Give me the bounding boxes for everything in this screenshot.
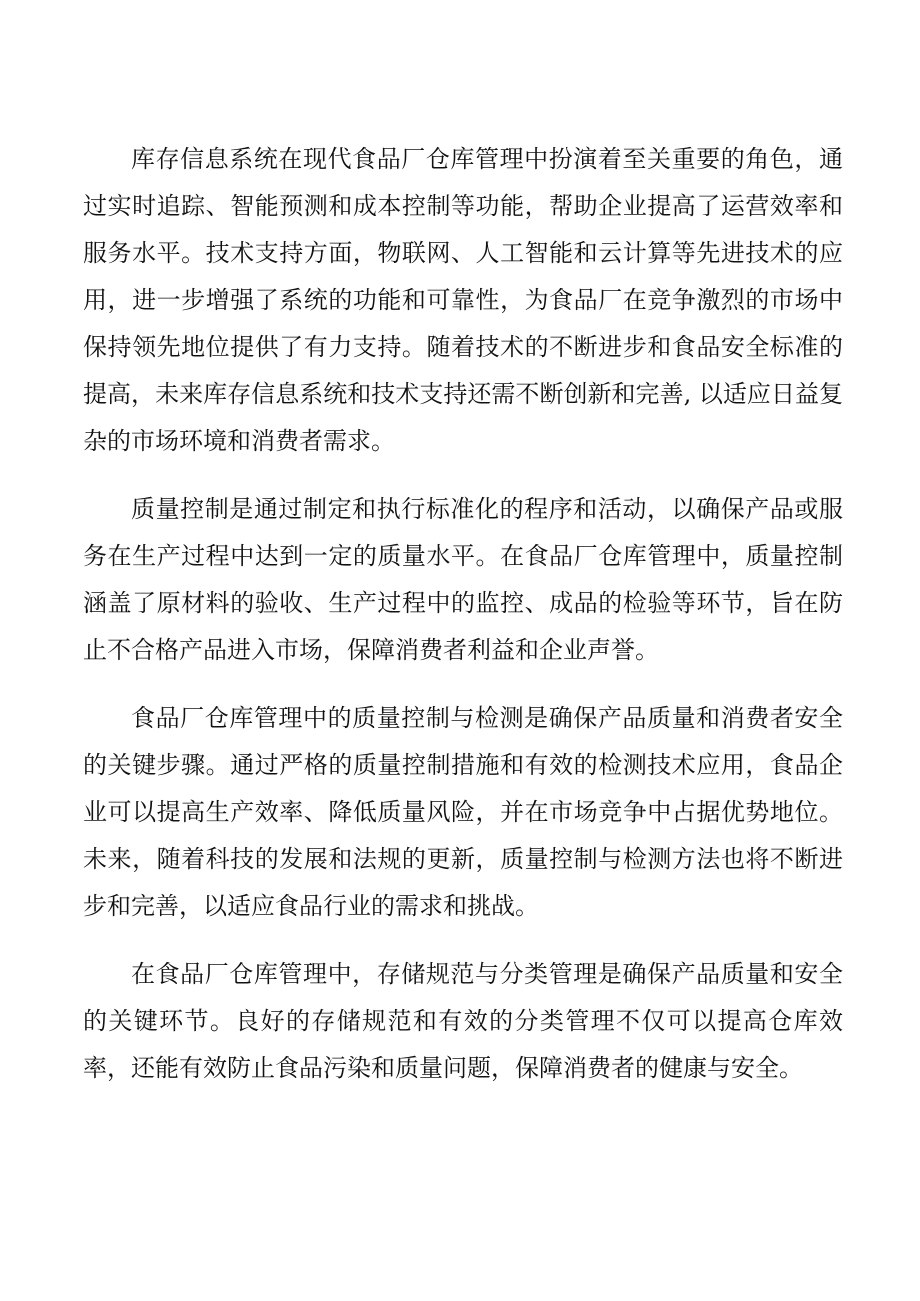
paragraph-quality-control-inspection: 食品厂仓库管理中的质量控制与检测是确保产品质量和消费者安全的关键步骤。通过严格的质量控制措施和有效的检测技术应用，食品企业可以提高生产效率、降低质量风险，并在市场竞争中占据优势地位。未来，随着科技的发展和法规的更新，质量控制与检测方法也将不断进步和完善，以适应食品行业的需求和挑战。 bbox=[83, 704, 843, 920]
paragraph-quality-control-definition: 质量控制是通过制定和执行标准化的程序和活动，以确保产品或服务在生产过程中达到一定的质量水平。在食品厂仓库管理中，质量控制涵盖了原材料的验收、生产过程中的监控、成品的检验等环节，旨在防止不合格产品进入市场，保障消费者利益和企业声誉。 bbox=[83, 495, 843, 664]
document-body bbox=[83, 136, 843, 1092]
paragraph-storage-classification: 在食品厂仓库管理中，存储规范与分类管理是确保产品质量和安全的关键环节。良好的存储规范和有效的分类管理不仅可以提高仓库效率，还能有效防止食品污染和质量问题，保障消费者的健康与安全。 bbox=[83, 960, 843, 1082]
paragraph-inventory-system: 库存信息系统在现代食品厂仓库管理中扮演着至关重要的角色，通过实时追踪、智能预测和成本控制等功能，帮助企业提高了运营效率和服务水平。技术支持方面，物联网、人工智能和云计算等先进技术的应用，进一步增强了系统的功能和可靠性，为食品厂在竞争激烈的市场中保持领先地位提供了有力支持。随着技术的不断进步和食品安全标准的提高，未来库存信息系统和技术支持还需不断创新和完善, 以适应日益复杂的市场环境和消费者需求。 bbox=[83, 145, 843, 455]
